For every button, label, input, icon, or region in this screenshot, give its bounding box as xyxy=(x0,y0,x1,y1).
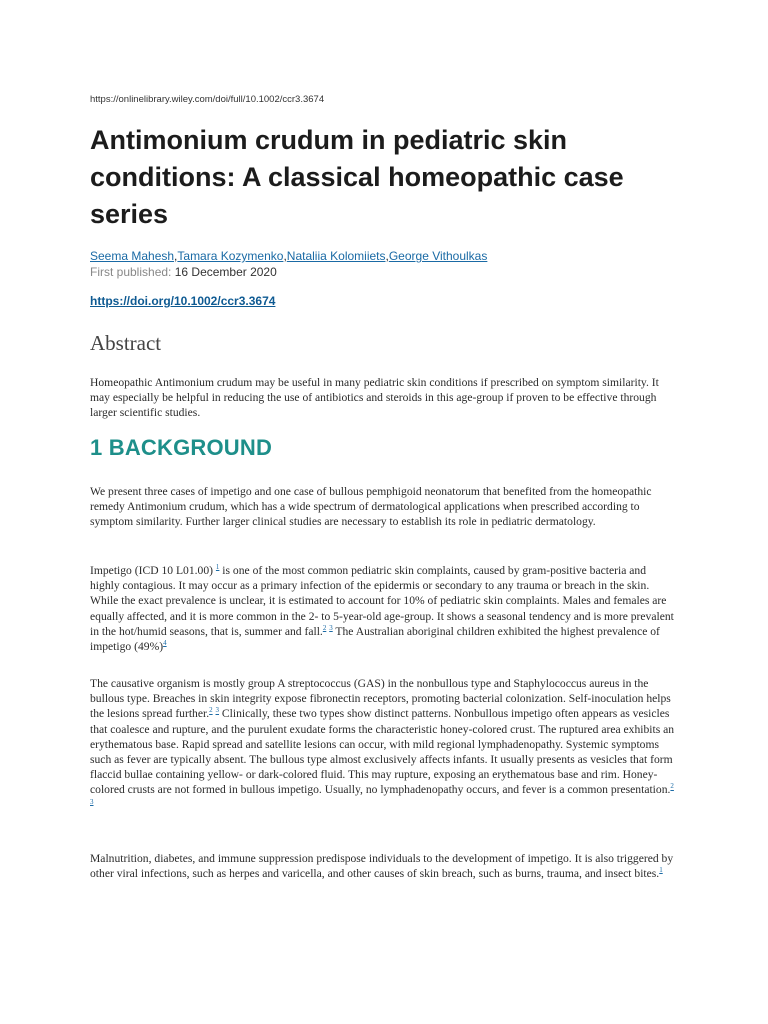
paragraph-text: Malnutrition, diabetes, and immune suppression predispose individuals to the development of impetigo. It is also triggered by other viral infections, such as herpes and varicella, and other causes of skin breach, such as burns, trauma, and insect bites. xyxy=(90,852,674,881)
reference-link[interactable]: 1 xyxy=(659,866,663,875)
page-url: https://onlinelibrary.wiley.com/doi/full/10.1002/ccr3.3674 xyxy=(90,94,325,105)
paragraph-text: Clinically, these two types show distinct patterns. Nonbullous impetigo often appears as vesicles that coalesce and rupture, and the purulent exudate forms the characteristic honey-colored crust. The ruptured area exhibits an erythematous base. Rapid spread and satellite lesions can occur, with mild regional lymphadenopathy. Systemic symptoms such as fever are typically absent. The bullous type almost exclusively affects infants. It usually presents as vesicles that form flaccid bullae containing yellow- or dark-colored fluid. This may rupture, exposing an erythematous base and rim. Honey-colored crusts are not formed in bullous impetigo. Usually, no lymphadenopathy occurs, and fever is a common presentation. xyxy=(90,707,675,797)
reference-link[interactable]: 4 xyxy=(163,639,167,648)
author-link[interactable]: George Vithoulkas xyxy=(388,249,488,263)
author-link[interactable]: Nataliia Kolomiiets xyxy=(286,249,386,263)
paragraph-1: We present three cases of impetigo and one case of bullous pemphigoid neonatorum that benefited from the homeopathic remedy Antimonium crudum, which has a wide spectrum of dermatological applications when prescribed according to symptom similarity. Further larger clinical studies are necessary to establish its role in pediatric dermatology. xyxy=(90,485,652,529)
paragraph-2 xyxy=(90,563,678,654)
doi-link[interactable]: https://doi.org/10.1002/ccr3.3674 xyxy=(90,294,276,308)
reference-link[interactable]: 2 xyxy=(670,782,674,791)
author-list: Seema Mahesh,Tamara Kozymenko,Nataliia Kolomiiets,George Vithoulkas xyxy=(90,249,488,263)
paragraph-4 xyxy=(90,851,678,881)
abstract-heading: Abstract xyxy=(90,331,162,355)
author-link[interactable]: Seema Mahesh xyxy=(90,249,175,263)
abstract-text: Homeopathic Antimonium crudum may be useful in many pediatric skin conditions if prescribed on symptom similarity. It may especially be helpful in reducing the use of antibiotics and steroids in this age-group if proven to be effective through larger scientific studies. xyxy=(90,376,659,420)
paragraph-text: Impetigo (ICD 10 L01.00) xyxy=(90,564,216,577)
reference-link[interactable]: 3 xyxy=(90,797,94,806)
published-label: First published: xyxy=(90,265,172,279)
paragraph-text: The causative organism is mostly group A streptococcus (GAS) in the nonbullous type and Staphylococcus aureus in the bullous type. Breaches in skin integrity expose fibronectin receptors, promoting bacterial colonization. Self-inoculation helps the lesions spread further. xyxy=(90,677,671,721)
reference-link[interactable]: 2 xyxy=(322,623,327,632)
paragraph-text: The Australian aboriginal children exhibited the highest prevalence of impetigo (49%) xyxy=(90,624,660,654)
reference-link[interactable]: 3 xyxy=(329,623,333,632)
article-title: Antimonium crudum in pediatric skin conditions: A classical homeopathic case series xyxy=(90,125,624,229)
published-date: 16 December 2020 xyxy=(174,265,277,279)
paragraph-text: is one of the most common pediatric skin complaints, caused by gram-positive bacteria and highly contagious. It may occur as a primary infection of the epidermis or secondary to any trauma or breach in the skin. While the exact prevalence is unclear, it is estimated to account for 10% of pediatric skin complaints. Males and females are equally affected, and it is more common in the 2- to 5-year-old age-group. It shows a seasonal tendency and is more prevalent in the hot/humid seasons, that is, summer and fall. xyxy=(90,564,674,638)
author-link[interactable]: Tamara Kozymenko xyxy=(177,249,284,263)
section-heading: 1 BACKGROUND xyxy=(90,435,273,460)
reference-link[interactable]: 3 xyxy=(215,706,220,715)
reference-link[interactable]: 2 xyxy=(209,706,213,715)
publication-info xyxy=(90,264,277,280)
paragraph-3 xyxy=(90,676,678,813)
reference-link[interactable]: 1 xyxy=(215,563,220,572)
